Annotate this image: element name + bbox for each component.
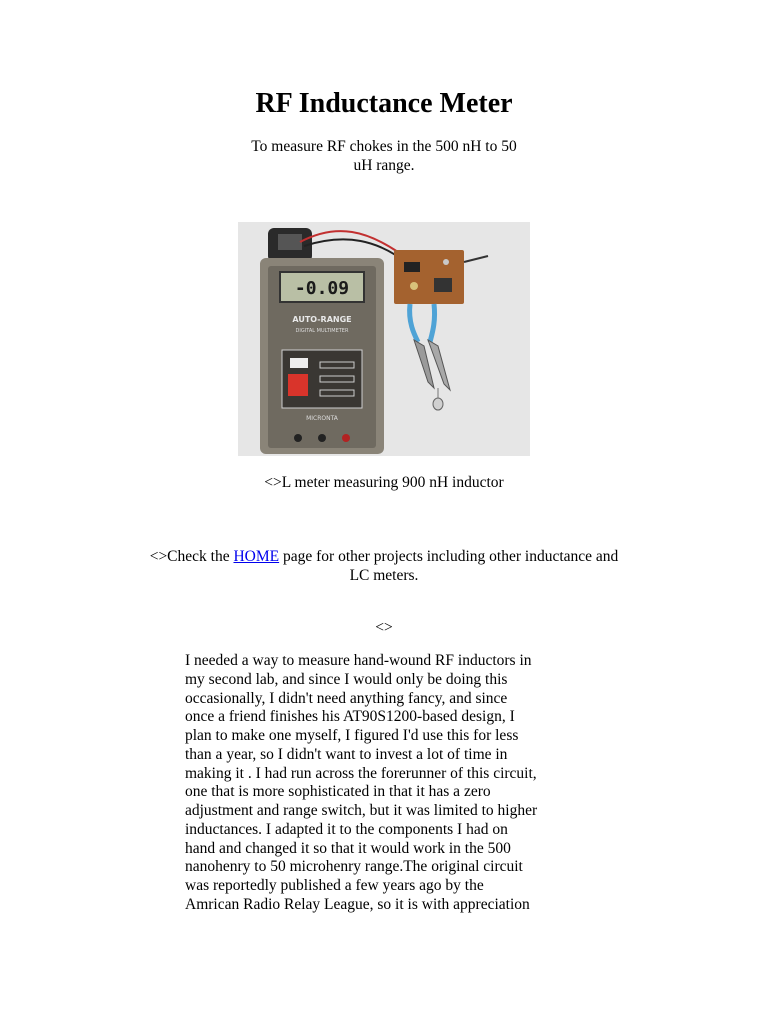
body-line: occasionally, I didn't need anything fancy, and since bbox=[185, 689, 508, 707]
inductor bbox=[433, 398, 443, 410]
home-note-suffix: page for other projects including other inductance and bbox=[279, 548, 619, 565]
body-line: making it . I had run across the forerunner of this circuit, bbox=[185, 764, 537, 782]
meter-button-white bbox=[290, 358, 308, 368]
home-note-line-1 bbox=[0, 547, 768, 566]
meter-brand-top: AUTO-RANGE bbox=[292, 315, 352, 324]
body-line: I needed a way to measure hand-wound RF inductors in bbox=[185, 652, 532, 669]
subtitle-line-1: To measure RF chokes in the 500 nH to 50 bbox=[251, 138, 517, 155]
subtitle-line-2: uH range. bbox=[353, 157, 415, 174]
meter-photo-illustration bbox=[238, 222, 530, 456]
body-line: Amrican Radio Relay League, so it is with appreciation bbox=[185, 895, 530, 913]
circuit-board bbox=[394, 250, 464, 304]
meter-jack bbox=[342, 434, 350, 442]
home-note-line-2: LC meters. bbox=[349, 567, 419, 584]
body-line: was reportedly published a few years ago by the bbox=[185, 877, 484, 894]
meter-jack bbox=[294, 434, 302, 442]
body-line: nanohenry to 50 microhenry range.The original circuit bbox=[185, 858, 523, 876]
meter-brand-sub: DIGITAL MULTIMETER bbox=[295, 328, 349, 334]
body-line: once a friend finishes his AT90S1200-based design, I bbox=[185, 708, 515, 726]
body-line: plan to make one myself, I figured I'd use this for less bbox=[185, 727, 519, 744]
body-line: hand and changed it so that it would work in the 500 bbox=[185, 839, 511, 857]
meter-photo bbox=[238, 222, 530, 456]
home-note-prefix: <>Check the bbox=[149, 548, 234, 565]
body-line: my second lab, and since I would only be doing this bbox=[185, 670, 508, 688]
body-line: adjustment and range switch, but it was limited to higher bbox=[185, 802, 538, 819]
page-title: RF Inductance Meter bbox=[255, 88, 513, 119]
home-note bbox=[0, 547, 768, 585]
body-line: one that is more sophisticated in that it has a zero bbox=[185, 783, 491, 801]
body-line: inductances. I adapted it to the components I had on bbox=[185, 820, 508, 838]
subtitle bbox=[0, 137, 768, 175]
separator-text: <> bbox=[375, 619, 393, 636]
meter-button-red bbox=[288, 374, 308, 396]
body-line: than a year, so I didn't want to invest a lot of time in bbox=[185, 745, 508, 763]
meter-display-text: -0.09 bbox=[294, 278, 350, 299]
home-link[interactable]: HOME bbox=[233, 548, 280, 565]
body-paragraph bbox=[185, 652, 585, 915]
meter-jack bbox=[318, 434, 326, 442]
meter-maker-label: MICRONTA bbox=[306, 415, 338, 422]
photo-caption: <>L meter measuring 900 nH inductor bbox=[264, 474, 504, 491]
